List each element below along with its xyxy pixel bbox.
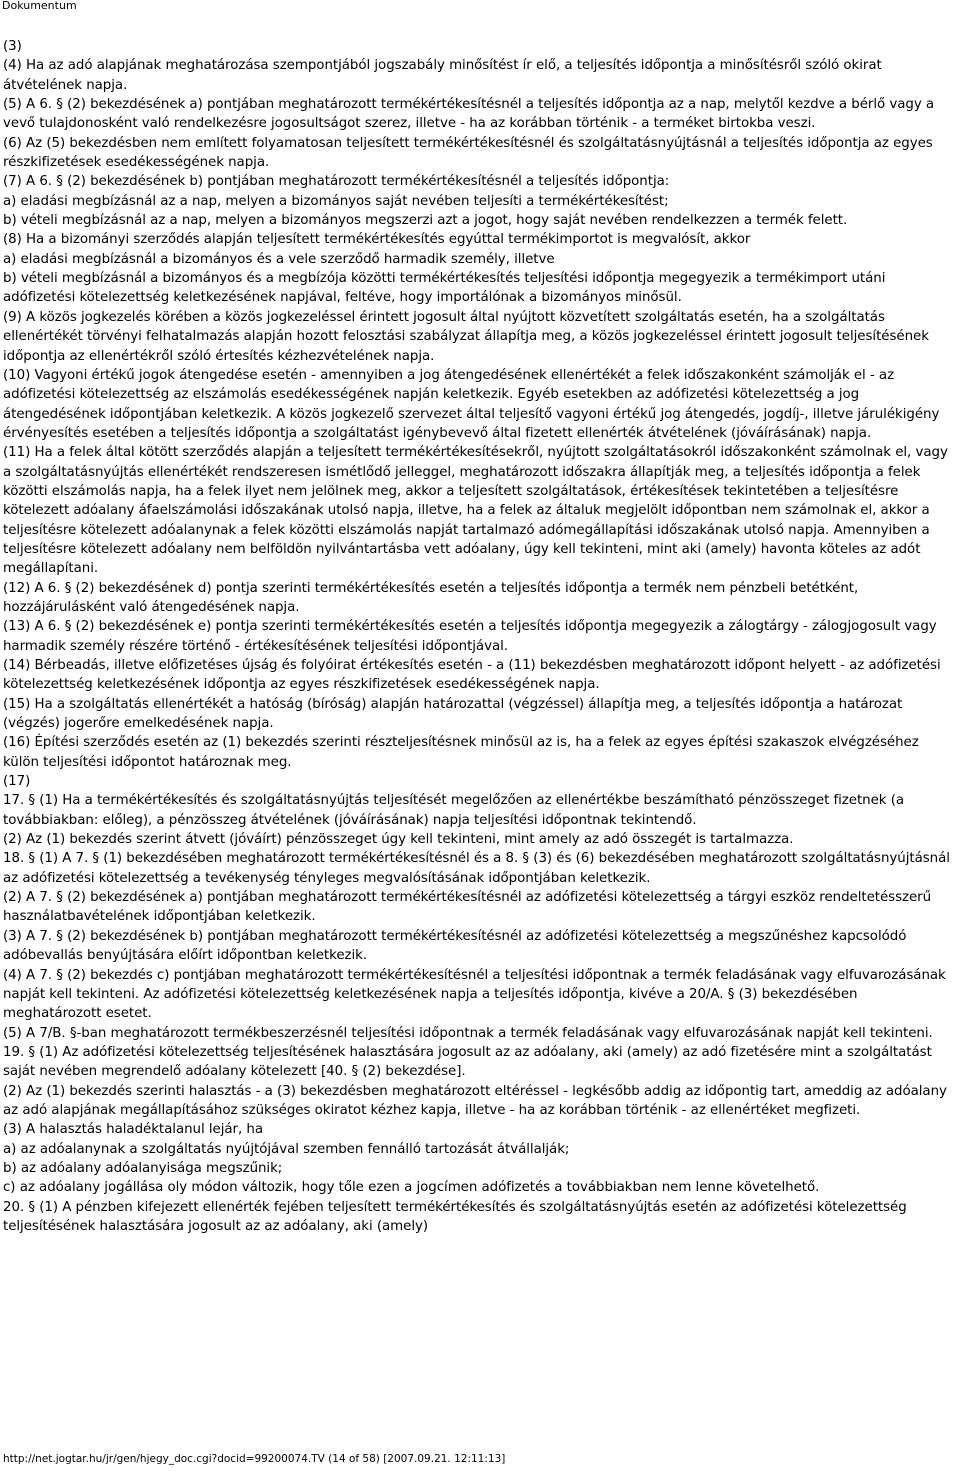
- paragraph: 20. § (1) A pénzben kifejezett ellenérték fejében teljesített termékértékesítés és szolgáltatásnyújtás esetén az adófizetési kötelezettség teljesítésének halasztására jogosult az az adóalany, aki (amely): [3, 1199, 907, 1234]
- paragraph: (17): [3, 774, 31, 790]
- document-header: [0, 0, 960, 20]
- paragraph: (6) Az (5) bekezdésben nem említett folyamatosan teljesített termékértékesítésnél és szolgáltatásnyújtásnál a teljesítés időpontja az egyes részkifizetések esedékességének napja.: [3, 135, 933, 171]
- paragraph: (4) A 7. § (2) bekezdés c) pontjában meghatározott termékértékesítésnél a teljesítési időpontnak a termék feladásának vagy elfuvarozásának napját kell tekinteni. Az adófizetési kötelezettség keletkezésének napja a teljesítés időpontja, kivéve a 20/A. § (3) bekezdésében meghatározott esetet.: [3, 967, 946, 1022]
- document-title: Dokumentum: [2, 0, 77, 12]
- paragraph: 18. § (1) A 7. § (1) bekezdésében meghatározott termékértékesítésnél és a 8. § (3) és (6) bekezdésében meghatározott szolgáltatásnyújtásnál az adófizetési kötelezettség a tevékenység tényleges megvalósításának időpontjában keletkezik.: [3, 851, 950, 886]
- paragraph: b) vételi megbízásnál a bizományos és a megbízója közötti termékértékesítés teljesítési időpontja megegyezik a termékimport utáni adófizetési kötelezettség keletkezésének napjával, feltéve, hogy importálónak a bizományos minősül.: [3, 271, 886, 306]
- paragraph: (2) Az (1) bekezdés szerinti halasztás - a (3) bekezdésben meghatározott eltéréssel - legkésőbb addig az időpontig tart, ameddig az adóalany az adó alapjának megállapításához szükséges okiratot kézhez kapja, illetve - ha az korábban történik - az ellenértéket megfizeti.: [3, 1083, 947, 1118]
- paragraph: b) vételi megbízásnál az a nap, melyen a bizományos megszerzi azt a jogot, hogy saját nevében rendelkezzen a termék felett.: [3, 213, 848, 229]
- paragraph: (10) Vagyoni értékű jogok átengedése esetén - amennyiben a jog átengedésének ellenértékét a felek időszakonként számolják el - az adófizetési kötelezettség az elszámolás esedékességének napján keletkezik. Egyéb esetekben az adófizetési kötelezettség a jog átengedésének időpontjában keletkezik. A közös jogkezelő szervezet által teljesítő vagyoni értékű jog átengedés, jogdíj-, illetve járulékigény érvényesítés esetében a teljesítés időpontja a szolgáltatást igénybevevő által fizetett ellenérték átvételének (jóváírásának) napja.: [3, 367, 940, 441]
- paragraph: (5) A 7/B. §-ban meghatározott termékbeszerzésnél teljesítési időpontnak a termék feladásának vagy elfuvarozásának napját kell tekinteni.: [3, 1025, 933, 1041]
- paragraph: (2) A 7. § (2) bekezdésének a) pontjában meghatározott termékértékesítésnél az adófizetési kötelezettség a tárgyi eszköz rendeltetésszerű használatbavételének időpontjában keletkezik.: [3, 890, 932, 925]
- paragraph: (3) A halasztás haladéktalanul lejár, ha: [3, 1122, 263, 1138]
- paragraph: (13) A 6. § (2) bekezdésének e) pontja szerinti termékértékesítés esetén a teljesítés időpontja megegyezik a zálogtárgy - zálogjogosult vagy harmadik személy részére történő - értékesítésének teljesítési időpontjával.: [3, 619, 937, 654]
- paragraph: (5) A 6. § (2) bekezdésének a) pontjában meghatározott termékértékesítésnél a teljesítés időpontja az a nap, melytől kezdve a bérlő vagy a vevő tulajdonosként való rendelkezésre jogosultságot szerez, illetve - ha az korábban történik - a terméket birtokba veszi.: [3, 97, 935, 132]
- paragraph: (2) Az (1) bekezdés szerint átvett (jóváírt) pénzösszeget úgy kell tekinteni, mint amely az adó összegét is tartalmazza.: [3, 832, 794, 848]
- paragraph: (8) Ha a bizományi szerződés alapján teljesített termékértékesítés egyúttal termékimportot is megvalósít, akkor: [3, 232, 751, 248]
- paragraph: (3): [3, 39, 22, 54]
- paragraph: (4) Ha az adó alapjának meghatározása szempontjából jogszabály minősítést ír elő, a teljesítés időpontja a minősítésről szóló okirat átvételének napja.: [3, 58, 882, 93]
- paragraph: (11) Ha a felek által kötött szerződés alapján a teljesített termékértékesítésekről, nyújtott szolgáltatásokról időszakonként számolnak el, vagy a szolgáltatásnyújtás ellenértékét rendszeresen ismétlődő jelleggel, meghatározott időszakra állapítják meg, a teljesítés időpontja a felek közötti elszámolás napja, ha a felek ilyet nem jelölnek meg, akkor a teljesített szolgáltatások, értékesítések tekintetében a teljesítésre kötelezett adóalany áfaelszámolási időszakának utolsó napja, illetve, ha a felek az általuk megjelölt időpontban nem számolnak el, akkor a teljesítésre kötelezett adóalanynak a felek közötti elszámolás napját tartalmazó adómegállapítási időszakának utolsó napja. Amennyiben a teljesítésre kötelezett adóalany nem belföldön nyilvántartásba vett adóalany, úgy kell tekinteni, mint aki (amely) havonta köteles az adót megállapítani.: [3, 445, 948, 577]
- paragraph: (15) Ha a szolgáltatás ellenértékét a hatóság (bíróság) alapján határozattal (végzéssel) állapítja meg, a teljesítés időpontja a határozat (végzés) jogerőre emelkedésének napja.: [3, 696, 903, 732]
- paragraph: (16) Építési szerződés esetén az (1) bekezdés szerinti részteljesítésnek minősül az is, ha a felek az egyes építési szakaszok elvégzéséhez külön teljesítési időpontot határoznak meg.: [3, 735, 919, 770]
- paragraph: 19. § (1) Az adófizetési kötelezettség teljesítésének halasztására jogosult az az adóalany, aki (amely) az adó fizetésére mint a szolgáltatást saját nevében megrendelő adóalany kötelezett [40. § (2) bekezdése].: [3, 1044, 932, 1080]
- paragraph: (3) A 7. § (2) bekezdésének b) pontjában meghatározott termékértékesítésnél az adófizetési kötelezettség a megszűnéshez kapcsolódó adóbevallás benyújtására előírt időpontban keletkezik.: [3, 928, 907, 964]
- paragraph: a) eladási megbízásnál az a nap, melyen a bizományos saját nevében teljesíti a termékértékesítést;: [3, 193, 669, 209]
- paragraph: a) az adóalanynak a szolgáltatás nyújtójával szemben fennálló tartozását átvállalják;: [3, 1141, 570, 1157]
- page-footer-url: http://net.jogtar.hu/jr/gen/hjegy_doc.cgi?docid=99200074.TV (14 of 58) [2007.09.21. 12:11:13]: [3, 1453, 506, 1465]
- paragraph: (7) A 6. § (2) bekezdésének b) pontjában meghatározott termékértékesítésnél a teljesítés időpontja:: [3, 174, 670, 190]
- paragraph: c) az adóalany jogállása oly módon változik, hogy tőle ezen a jogcímen adófizetés a továbbiakban nem lenne követelhető.: [3, 1180, 820, 1196]
- paragraph: 17. § (1) Ha a termékértékesítés és szolgáltatásnyújtás teljesítését megelőzően az ellenértékbe beszámítható pénzösszeget fizetnek (a továbbiakban: előleg), a pénzösszeg átvételének (jóváírásának) napja teljesítési időpontnak tekintendő.: [3, 793, 905, 828]
- document-body: [3, 37, 958, 1236]
- paragraph: a) eladási megbízásnál a bizományos és a vele szerződő harmadik személy, illetve: [3, 251, 555, 267]
- paragraph: (9) A közös jogkezelés körében a közös jogkezeléssel érintett jogosult által nyújtott közvetített szolgáltatás esetén, ha a szolgáltatás ellenértékét törvényi felhatalmazás alapján hozott felosztási szabályzat állapítja meg, a közös jogkezeléssel érintett jogosult teljesítésének időpontja az ellenértékről szóló értesítés kézhezvételének napja.: [3, 309, 929, 364]
- paragraph: (14) Bérbeadás, illetve előfizetéses újság és folyóirat értékesítés esetén - a (11) bekezdésben meghatározott időpont helyett - az adófizetési kötelezettség keletkezésének időpontja az egyes részkifizetések esedékességének napja.: [3, 658, 941, 693]
- paragraph: b) az adóalany adóalanyisága megszűnik;: [3, 1160, 283, 1176]
- paragraph: (12) A 6. § (2) bekezdésének d) pontja szerinti termékértékesítés esetén a teljesítés időpontja a termék nem pénzbeli betétként, hozzájárulásként való átengedésének napja.: [3, 580, 859, 615]
